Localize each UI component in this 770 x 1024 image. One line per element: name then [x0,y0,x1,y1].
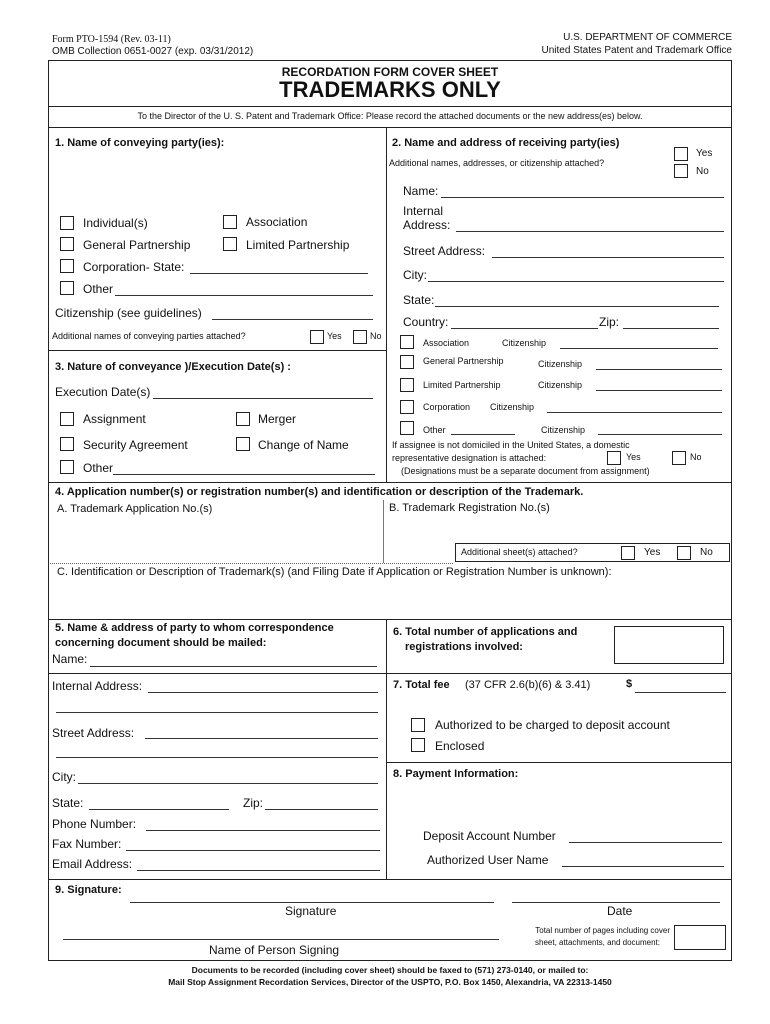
merger-label: Merger [258,412,297,426]
registration-no-label: B. Trademark Registration No.(s) [389,502,550,514]
individual-label: Individual(s) [83,216,148,230]
additional-receiving-label: Additional names, addresses, or citizenship attached? [389,158,605,168]
execution-date-field[interactable] [153,398,373,399]
corporation-state-field[interactable] [190,273,368,274]
total-number-box[interactable] [614,626,724,664]
corr-city-field[interactable] [78,783,378,784]
conveyance-other-field[interactable] [113,474,375,475]
yes-label: Yes [626,452,641,462]
yes-label: Yes [327,331,342,341]
receiving-name-label: Name: [403,184,439,198]
receiving-general-partnership-checkbox[interactable] [400,355,414,369]
corporation-label: Corporation- State: [83,260,185,274]
general-partnership-checkbox[interactable] [60,237,74,251]
change-of-name-checkbox[interactable] [236,437,250,451]
name-signing-label: Name of Person Signing [209,943,340,957]
city-label: City: [403,268,427,282]
email-label: Email Address: [52,857,133,871]
corr-internal-address-field-2[interactable] [56,712,378,713]
no-label: No [370,331,382,341]
date-label: Date [607,904,633,918]
total-fee-field[interactable] [635,692,726,693]
total-pages-label-1: Total number of pages including cover [535,926,670,935]
instruction-text: To the Director of the U. S. Patent and Trademark Office: Please record the attached documents or the new address(es) below. [137,111,643,121]
security-agreement-label: Security Agreement [83,438,188,452]
total-pages-box[interactable] [674,925,726,950]
execution-date-label: Execution Date(s) [55,385,151,399]
citizenship-label: Citizenship (see guidelines) [55,306,202,320]
assignment-checkbox[interactable] [60,412,74,426]
additional-conveying-label: Additional names of conveying parties attached? [52,331,246,341]
assignment-label: Assignment [83,412,146,426]
signature-label: Signature [285,904,337,918]
office-name: United States Patent and Trademark Office [541,45,732,56]
corr-zip-label: Zip: [243,796,264,810]
lp-citizenship-field[interactable] [596,390,722,391]
other-checkbox[interactable] [60,281,74,295]
individual-checkbox[interactable] [60,216,74,230]
receiving-country-field[interactable] [451,328,598,329]
domestic-rep-yes-checkbox[interactable] [607,451,621,465]
country-label: Country: [403,315,449,329]
form-subtitle: RECORDATION FORM COVER SHEET [281,65,499,79]
enclosed-label: Enclosed [435,739,485,753]
authorized-deposit-checkbox[interactable] [411,718,425,732]
fax-label: Fax Number: [52,837,122,851]
receiving-name-field[interactable] [441,197,724,198]
section5-heading-1: 5. Name & address of party to whom correspondence [55,622,334,634]
identification-label: C. Identification or Description of Trademark(s) (and Filing Date if Application or Registration Number is unknown): [57,566,612,578]
additional-sheets-label: Additional sheet(s) attached? [461,547,578,557]
section6-heading-2: registrations involved: [405,641,523,653]
dollar-sign: $ [626,678,633,690]
receiving-zip-field[interactable] [623,328,719,329]
corporation-checkbox[interactable] [60,259,74,273]
form-title: TRADEMARKS ONLY [279,77,501,102]
receiving-general-partnership-label: General Partnership [423,356,504,366]
domestic-rep-line1: If assignee is not domiciled in the United States, a domestic [392,440,630,450]
application-no-label: A. Trademark Application No.(s) [57,503,213,515]
other-citizenship-field[interactable] [598,434,722,435]
corr-name-label: Name: [52,652,88,666]
section8-heading: 8. Payment Information: [393,768,519,780]
association-citizenship-field[interactable] [560,348,718,349]
receiving-corporation-checkbox[interactable] [400,400,414,414]
zip-label: Zip: [599,315,620,329]
corr-street-address-field-2[interactable] [56,757,378,758]
street-address-label: Street Address: [403,244,486,258]
conveyance-other-label: Other [83,461,114,475]
section2-heading: 2. Name and address of receiving party(ies) [392,137,620,149]
omb-number: OMB Collection 0651-0027 (exp. 03/31/2012) [52,46,254,57]
receiving-internal-address-field[interactable] [456,231,724,232]
no-label: No [700,547,713,558]
corr-internal-address-label: Internal Address: [52,679,143,693]
authorized-user-field[interactable] [562,866,724,867]
receiving-state-field[interactable] [435,306,719,307]
limited-partnership-label: Limited Partnership [246,238,350,252]
footer-line-2: Mail Stop Assignment Recordation Services, Director of the USPTO, P.O. Box 1450, Alexandria, VA 22313-1450 [168,977,612,987]
email-field[interactable] [137,870,380,871]
other-label: Other [83,282,114,296]
deposit-account-field[interactable] [569,842,722,843]
section7-heading: 7. Total fee [393,679,450,691]
receiving-limited-partnership-checkbox[interactable] [400,378,414,392]
corr-street-address-label: Street Address: [52,726,135,740]
corr-name-field[interactable] [90,666,377,667]
citizenship-label: Citizenship [538,359,583,369]
receiving-other-checkbox[interactable] [400,421,414,435]
citizenship-field[interactable] [212,319,373,320]
section6-heading-1: 6. Total number of applications and [393,626,578,638]
section1-heading: 1. Name of conveying party(ies): [55,137,225,149]
footer-line-1: Documents to be recorded (including cover sheet) should be faxed to (571) 273-0140, or mailed to: [191,965,589,975]
internal-label-2: Address: [403,218,451,232]
conveyance-other-checkbox[interactable] [60,460,74,474]
general-partnership-label: General Partnership [83,238,191,252]
corr-zip-field[interactable] [265,809,378,810]
date-field[interactable] [512,902,720,903]
receiving-limited-partnership-label: Limited Partnership [423,380,501,390]
authorized-deposit-label: Authorized to be charged to deposit account [435,718,670,732]
association-label: Association [246,215,308,229]
additional-sheets-no-checkbox[interactable] [677,546,691,560]
merger-checkbox[interactable] [236,412,250,426]
additional-conveying-no-checkbox[interactable] [353,330,367,344]
no-label: No [690,452,702,462]
receiving-street-address-field[interactable] [492,257,724,258]
receiving-other-field[interactable] [451,434,515,435]
receiving-association-checkbox[interactable] [400,335,414,349]
citizenship-label: Citizenship [541,425,586,435]
yes-label: Yes [644,547,661,558]
citizenship-label: Citizenship [502,338,547,348]
association-checkbox[interactable] [223,215,237,229]
corr-state-label: State: [52,796,84,810]
additional-sheets-yes-checkbox[interactable] [621,546,635,560]
fee-cfr-label: (37 CFR 2.6(b)(6) & 3.41) [465,679,591,691]
additional-conveying-yes-checkbox[interactable] [310,330,324,344]
receiving-city-field[interactable] [428,281,724,282]
receiving-other-label: Other [423,425,446,435]
section9-heading: 9. Signature: [55,884,122,896]
yes-label: Yes [696,148,713,159]
domestic-rep-no-checkbox[interactable] [672,451,686,465]
total-pages-label-2: sheet, attachments, and document: [535,938,660,947]
state-label: State: [403,293,435,307]
department: U.S. DEPARTMENT OF COMMERCE [563,32,732,43]
domestic-rep-line2: representative designation is attached: [392,453,547,463]
phone-field[interactable] [146,830,380,831]
additional-receiving-yes-checkbox[interactable] [674,147,688,161]
receiving-corporation-label: Corporation [423,402,471,412]
limited-partnership-checkbox[interactable] [223,237,237,251]
no-label: No [696,166,709,177]
fax-field[interactable] [126,850,380,851]
section4-heading: 4. Application number(s) or registration number(s) and identification or description of the Trademark. [55,486,584,498]
corr-street-address-field[interactable] [145,738,378,739]
phone-label: Phone Number: [52,817,137,831]
section3-heading: 3. Nature of conveyance )/Execution Date(s) : [55,361,291,373]
form-id: Form PTO-1594 (Rev. 03-11) [52,34,171,45]
corr-internal-address-field[interactable] [148,692,378,693]
deposit-account-label: Deposit Account Number [423,829,556,843]
section5-heading-2: concerning document should be mailed: [55,637,267,649]
corr-state-field[interactable] [89,809,229,810]
enclosed-checkbox[interactable] [411,738,425,752]
domestic-rep-line3: (Designations must be a separate document from assignment) [401,466,650,476]
citizenship-label: Citizenship [538,380,583,390]
receiving-association-label: Association [423,338,470,348]
other-field[interactable] [115,295,373,296]
corr-city-label: City: [52,770,76,784]
signature-field[interactable] [130,902,494,903]
internal-label-1: Internal [403,204,444,218]
authorized-user-label: Authorized User Name [427,853,549,867]
corp-citizenship-field[interactable] [547,412,722,413]
name-signing-field[interactable] [63,939,499,940]
gp-citizenship-field[interactable] [596,369,722,370]
security-agreement-checkbox[interactable] [60,437,74,451]
change-of-name-label: Change of Name [258,438,349,452]
citizenship-label: Citizenship [490,402,535,412]
additional-receiving-no-checkbox[interactable] [674,164,688,178]
